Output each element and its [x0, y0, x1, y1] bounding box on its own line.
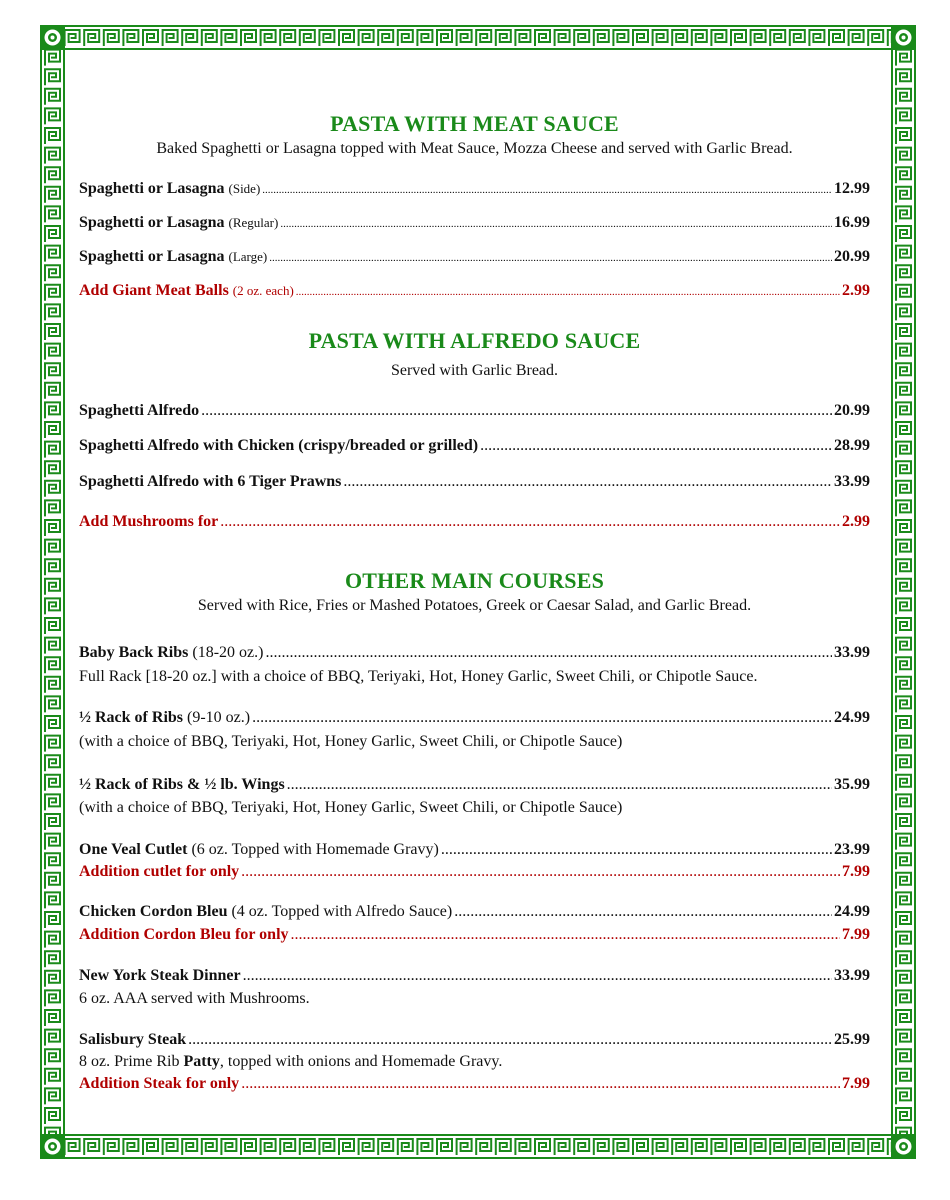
menu-item	[79, 709, 870, 727]
leader-dots	[241, 1075, 840, 1093]
menu-item	[79, 903, 870, 921]
item-name: Add Giant Meat Balls	[79, 282, 229, 299]
item-price: 7.99	[842, 863, 870, 880]
leader-dots	[262, 180, 832, 198]
item-name: Addition cutlet for only	[79, 863, 240, 880]
item-name: Spaghetti Alfredo	[79, 402, 200, 419]
item-price: 7.99	[842, 926, 870, 943]
item-note: (Regular)	[228, 215, 279, 230]
item-price: 16.99	[834, 214, 870, 231]
item-description: (with a choice of BBQ, Teriyaki, Hot, Honey Garlic, Sweet Chili, or Chipotle Sauce)	[79, 799, 623, 816]
menu-item	[79, 214, 870, 232]
item-price: 23.99	[834, 841, 870, 858]
menu-addon	[79, 282, 870, 300]
menu-item	[79, 248, 870, 266]
section-title-alfredo: PASTA WITH ALFREDO SAUCE	[308, 328, 641, 353]
leader-dots	[201, 402, 832, 420]
desc-bold: Patty	[183, 1053, 220, 1070]
leader-dots	[188, 1031, 832, 1049]
menu-item	[79, 437, 870, 455]
item-price: 35.99	[834, 776, 870, 793]
item-note: (9-10 oz.)	[187, 709, 251, 726]
item-price: 25.99	[834, 1031, 870, 1048]
item-name: Add Mushrooms for	[79, 513, 219, 530]
item-description: (with a choice of BBQ, Teriyaki, Hot, Honey Garlic, Sweet Chili, or Chipotle Sauce)	[79, 733, 623, 750]
leader-dots	[220, 513, 840, 531]
leader-dots	[243, 967, 832, 985]
item-name: Spaghetti Alfredo with Chicken (crispy/breaded or grilled)	[79, 437, 479, 454]
item-name: Spaghetti or Lasagna	[79, 214, 225, 231]
corner-circle-icon	[40, 1134, 65, 1159]
menu-addon	[79, 863, 870, 881]
item-price: 7.99	[842, 1075, 870, 1092]
menu-item	[79, 402, 870, 420]
menu-addon	[79, 926, 870, 944]
menu-item	[79, 776, 870, 794]
corner-circle-icon	[40, 25, 65, 50]
item-name: Spaghetti or Lasagna	[79, 180, 225, 197]
leader-dots	[241, 863, 840, 881]
leader-dots	[296, 282, 840, 300]
item-name: ½ Rack of Ribs	[79, 709, 184, 726]
item-name: ½ Rack of Ribs & ½ lb. Wings	[79, 776, 285, 793]
item-price: 33.99	[834, 473, 870, 490]
leader-dots	[343, 473, 832, 491]
item-note: (2 oz. each)	[232, 283, 294, 298]
item-price: 20.99	[834, 248, 870, 265]
greek-key-icon	[891, 25, 916, 1159]
leader-dots	[252, 709, 832, 727]
leader-dots	[291, 926, 840, 944]
item-name: Addition Steak for only	[79, 1075, 240, 1092]
desc-text: , topped with onions and Homemade Gravy.	[219, 1053, 503, 1070]
item-price: 24.99	[834, 903, 870, 920]
greek-key-icon	[40, 25, 65, 1159]
menu-addon	[79, 513, 870, 531]
item-name: Baby Back Ribs	[79, 644, 189, 661]
leader-dots	[480, 437, 832, 455]
menu-item	[79, 180, 870, 198]
leader-dots	[265, 644, 832, 662]
leader-dots	[441, 841, 832, 859]
item-price: 12.99	[834, 180, 870, 197]
menu-item	[79, 967, 870, 985]
menu-item	[79, 473, 870, 491]
item-note: (6 oz. Topped with Homemade Gravy)	[191, 841, 439, 858]
menu-addon	[79, 1075, 870, 1093]
section-subtitle-alfredo: Served with Garlic Bread.	[390, 362, 559, 379]
item-name: Spaghetti or Lasagna	[79, 248, 225, 265]
leader-dots	[269, 248, 832, 266]
section-subtitle-main-courses: Served with Rice, Fries or Mashed Potatoes, Greek or Caesar Salad, and Garlic Bread.	[197, 597, 752, 614]
item-price: 2.99	[842, 282, 870, 299]
section-title-main-courses: OTHER MAIN COURSES	[344, 568, 605, 593]
item-description: Full Rack [18-20 oz.] with a choice of BBQ, Teriyaki, Hot, Honey Garlic, Sweet Chili, or Chipotle Sauce.	[79, 668, 758, 685]
item-price: 20.99	[834, 402, 870, 419]
item-price: 2.99	[842, 513, 870, 530]
item-name: Spaghetti Alfredo with 6 Tiger Prawns	[79, 473, 342, 490]
item-name: Chicken Cordon Bleu	[79, 903, 228, 920]
corner-circle-icon	[891, 25, 916, 50]
greek-key-icon	[40, 1134, 916, 1159]
leader-dots	[454, 903, 832, 921]
section-subtitle-meat-sauce: Baked Spaghetti or Lasagna topped with Meat Sauce, Mozza Cheese and served with Garlic Bread.	[156, 140, 793, 157]
item-description: 6 oz. AAA served with Mushrooms.	[79, 990, 310, 1007]
item-name: Salisbury Steak	[79, 1031, 187, 1048]
item-note: (Large)	[228, 249, 268, 264]
leader-dots	[280, 214, 832, 232]
menu-item	[79, 841, 870, 859]
item-price: 28.99	[834, 437, 870, 454]
item-description	[79, 1053, 870, 1071]
greek-key-icon	[40, 25, 916, 50]
item-price: 33.99	[834, 644, 870, 661]
item-name: One Veal Cutlet	[79, 841, 188, 858]
item-note: (4 oz. Topped with Alfredo Sauce)	[231, 903, 453, 920]
menu-item	[79, 644, 870, 662]
item-price: 24.99	[834, 709, 870, 726]
menu-item	[79, 1031, 870, 1049]
item-name: Addition Cordon Bleu for only	[79, 926, 289, 943]
desc-text: 8 oz. Prime Rib	[79, 1053, 184, 1070]
section-title-meat-sauce: PASTA WITH MEAT SAUCE	[330, 111, 619, 136]
item-name: New York Steak Dinner	[79, 967, 241, 984]
corner-circle-icon	[891, 1134, 916, 1159]
leader-dots	[287, 776, 832, 794]
item-note: (Side)	[228, 181, 261, 196]
item-note: (18-20 oz.)	[192, 644, 264, 661]
item-price: 33.99	[834, 967, 870, 984]
